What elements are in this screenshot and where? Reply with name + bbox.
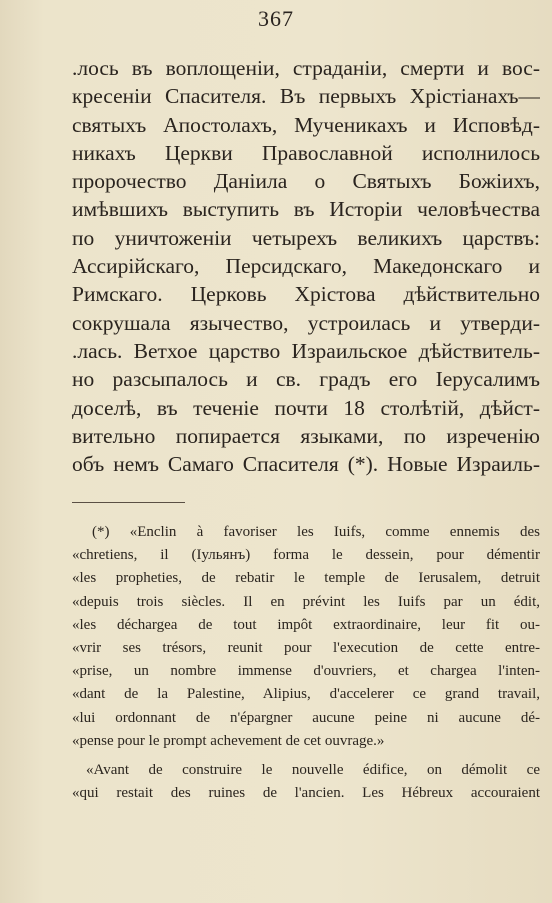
body-line: никахъ Церкви Православной исполнилось (72, 140, 540, 165)
footnote-separator (72, 502, 185, 503)
body-line: пророчество Даніила о Святыхъ Божіихъ, (72, 169, 540, 194)
body-line: объ немъ Самаго Спасителя (*). Новые Израиль- (72, 452, 540, 477)
footnote-line: «prise, un nombre immense d'ouvriers, et chargea l'inten- (72, 663, 540, 680)
page-number: 367 (258, 6, 294, 31)
body-line: Римскаго. Церковь Хрістова дѣйствительно (72, 282, 540, 307)
footnote-line: «Avant de construire le nouvelle édifice, on démolit ce (86, 761, 540, 778)
body-line: вительно попирается языками, по изреченію (72, 423, 540, 448)
body-line: кресеніи Спасителя. Въ первыхъ Хрістіанахъ— (72, 84, 540, 109)
main-body-text (72, 54, 540, 478)
footnote-line: «les propheties, de rebatir le temple de Ierusalem, detruit (72, 570, 540, 587)
footnote-line: «dant de la Palestine, Alipius, d'accelerer ce grand travail, (72, 686, 540, 703)
body-line: святыхъ Апостолахъ, Мученикахъ и Исповѣд- (72, 112, 540, 137)
footnote-line: «lui ordonnant de n'épargner aucune peine ni aucune dé- (72, 709, 540, 726)
footnote-line: «pense pour le prompt achevement de cet ouvrage.» (72, 732, 385, 749)
body-line: Ассирійскаго, Персидскаго, Македонскаго и (72, 254, 540, 279)
footnote-line: (*) «Enclin à favoriser les Iuifs, comme ennemis des (92, 524, 540, 540)
footnote-line: «depuis trois siècles. Il en prévint les Iuifs par un édit, (72, 593, 540, 610)
body-line: по уничтоженіи четырехъ великихъ царствъ: (72, 225, 540, 250)
footnote-line: «vrir ses trésors, reunit pour l'execution de cette entre- (72, 639, 540, 656)
body-line: сокрушала язычество, устроилась и утверди- (72, 310, 540, 335)
body-line: но разсыпалось и св. градъ его Іерусалимъ (72, 367, 540, 392)
body-line: .лось въ воплощеніи, страданіи, смерти и вос- (72, 56, 540, 80)
footnote-line: «chretiens, il (Iульянъ) forma le dessein, pour démentir (72, 547, 540, 564)
footnote-line: «les déchargea de tout impôt extraordinaire, leur fit ou- (72, 616, 540, 633)
body-line: имѣвшихъ выступить въ Исторіи человѣчества (72, 197, 540, 222)
body-line: .лась. Ветхое царство Израильское дѣйствитель- (72, 338, 540, 363)
footnote-block (72, 521, 540, 805)
footnote-line: «qui restait des ruines de l'ancien. Les Hébreux accouraient (72, 785, 540, 802)
body-line: доселѣ, въ теченіе почти 18 столѣтій, дѣйст- (72, 395, 540, 420)
